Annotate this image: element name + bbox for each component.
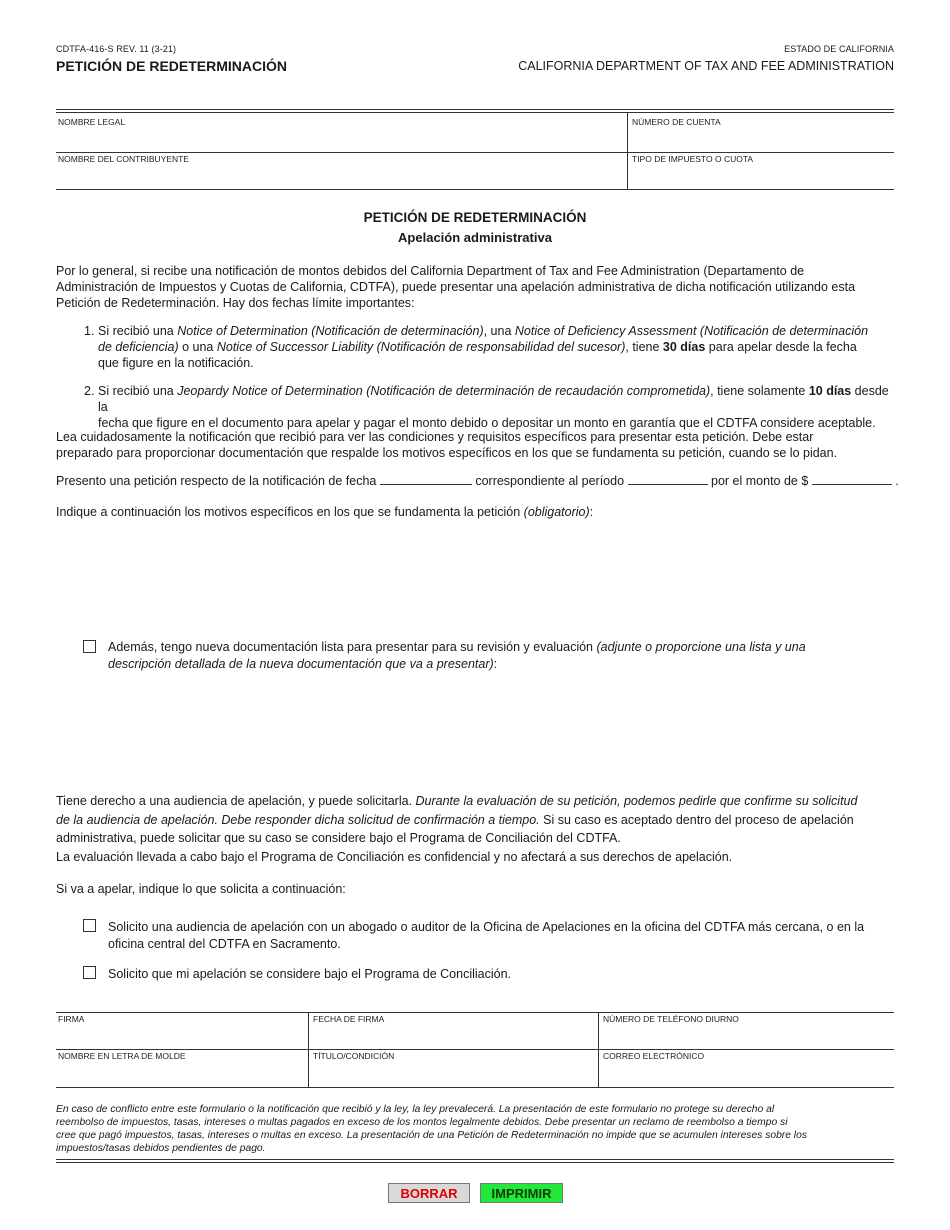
period-blank[interactable] (628, 474, 708, 485)
reasons-label: Indique a continuación los motivos específicos en los que se fundamenta la petición (obligatorio): (56, 505, 594, 519)
appeal-prompt: Si va a apelar, indique lo que solicita a continuación: (56, 882, 346, 896)
hearing-request-label: Solicito una audiencia de apelación con un abogado o auditor de la Oficina de Apelaciones en la oficina del CDTFA más cercana, o en la oficina central del CDTFA en Sacramento. (108, 920, 865, 951)
footer-rule (56, 1159, 894, 1160)
account-number-input[interactable] (632, 131, 891, 151)
print-button[interactable]: IMPRIMIR (480, 1183, 563, 1203)
form-title: PETICIÓN DE REDETERMINACIÓN (56, 58, 288, 74)
title-label: TÍTULO/CONDICIÓN (313, 1051, 395, 1061)
list-item-2: 2. Si recibió una Jeopardy Notice of Determination (Notificación de determinación de recaudación comprometida), tiene solamente 10 días desde la fecha que figure en el documento para apelar y pagar el monto debido o depositar un monto en garantía que el CDTFA considere aceptable. (84, 384, 889, 430)
legal-name-input[interactable] (58, 131, 622, 151)
section-subtitle: Apelación administrativa (398, 230, 552, 245)
new-docs-label: Además, tengo nueva documentación lista para presentar para su revisión y evaluación (adjunte o proporcione una lista y una descripción detallada de la nueva documentación que va a presentar): (108, 640, 806, 671)
tax-type-label: TIPO DE IMPUESTO O CUOTA (632, 154, 754, 164)
print-name-input[interactable] (58, 1065, 306, 1085)
disclaimer: En caso de conflicto entre este formulario o la notificación que recibió y la ley, la ley prevalecerá. La presentación de este formulario no protege su derecho al reembolso de impuestos, tasas, intereses o multas pagados en exceso de los montos legalmente debidos. Debe presentar un reclamo de reembolso a tiempo si cree que pagó impuestos, tasas, intereses o multas en exceso. La presentación de una Petición de Redeterminación no impide que se acumulen intereses sobre los impuestos/tasas debidos pendientes de pago. (56, 1104, 807, 1154)
legal-name-label: NOMBRE LEGAL (58, 117, 126, 127)
read-note: Lea cuidadosamente la notificación que recibió para ver las condiciones y requisitos específicos para presentar esta petición. Debe estar preparado para proporcionar documentación que respalde los motivos específicos en los que se fundamenta su petición, cuando se lo pidan. (56, 430, 838, 460)
title-input[interactable] (313, 1065, 597, 1085)
notice-date-blank[interactable] (380, 474, 472, 485)
amount-blank[interactable] (812, 474, 892, 485)
intro-paragraph: Por lo general, si recibe una notificación de montos debidos del California Department of Tax and Fee Administration (Departamento de Administración de Impuestos y Cuotas de California, CDTFA), puede presentar una apelación administrativa de dicha notificación utilizando esta Petición de Redeterminación. Hay dos fechas límite importantes: (56, 264, 856, 310)
conciliation-checkbox[interactable] (83, 966, 96, 979)
phone-input[interactable] (603, 1028, 892, 1048)
signature-label: FIRMA (58, 1014, 85, 1024)
email-input[interactable] (603, 1065, 892, 1085)
footer-rule-2 (56, 1162, 894, 1163)
signature-input[interactable] (58, 1028, 306, 1048)
section-title: PETICIÓN DE REDETERMINACIÓN (363, 210, 587, 225)
reasons-textarea[interactable] (56, 524, 898, 628)
print-name-label: NOMBRE EN LETRA DE MOLDE (58, 1051, 186, 1061)
signature-date-label: FECHA DE FIRMA (313, 1014, 385, 1024)
new-docs-checkbox[interactable] (83, 640, 96, 653)
form-code: CDTFA-416-S REV. 11 (3-21) (56, 44, 177, 54)
email-label: CORREO ELECTRÓNICO (603, 1051, 705, 1061)
petition-line: Presento una petición respecto de la notificación de fecha correspondiente al período por el monto de $ . (56, 474, 899, 488)
tax-type-input[interactable] (632, 168, 891, 188)
hearing-paragraph: Tiene derecho a una audiencia de apelación, y puede solicitarla. Durante la evaluación de su petición, podemos pedirle que confirme su solicitud de la audiencia de apelación. Debe responder dicha solicitud de confirmación a tiempo. Si su caso es aceptado dentro del proceso de apelación administrativa, puede solicitar que su caso se considere bajo el Programa de Conciliación del CDTFA. La evaluación llevada a cabo bajo el Programa de Conciliación es confidencial y no afectará a sus derechos de apelación. (56, 794, 858, 864)
list-item-1: 1. Si recibió una Notice of Determination (Notificación de determinación), una Notice of Deficiency Assessment (Notificación de determinación de deficiencia) o una Notice of Successor Liability (Notificación de responsabilidad del sucesor), tiene 30 días para apelar desde la fecha que figure en la notificación. (84, 324, 869, 370)
conciliation-label: Solicito que mi apelación se considere bajo el Programa de Conciliación. (108, 967, 512, 981)
agency-name: CALIFORNIA DEPARTMENT OF TAX AND FEE ADMINISTRATION (518, 59, 894, 73)
new-docs-textarea[interactable] (108, 680, 898, 779)
signature-date-input[interactable] (313, 1028, 597, 1048)
account-number-label: NÚMERO DE CUENTA (632, 117, 721, 127)
hearing-request-checkbox[interactable] (83, 919, 96, 932)
taxpayer-name-label: NOMBRE DEL CONTRIBUYENTE (58, 154, 189, 164)
taxpayer-name-input[interactable] (58, 168, 622, 188)
phone-label: NÚMERO DE TELÉFONO DIURNO (603, 1014, 739, 1024)
state-label: ESTADO DE CALIFORNIA (784, 44, 894, 54)
clear-button[interactable]: BORRAR (388, 1183, 470, 1203)
